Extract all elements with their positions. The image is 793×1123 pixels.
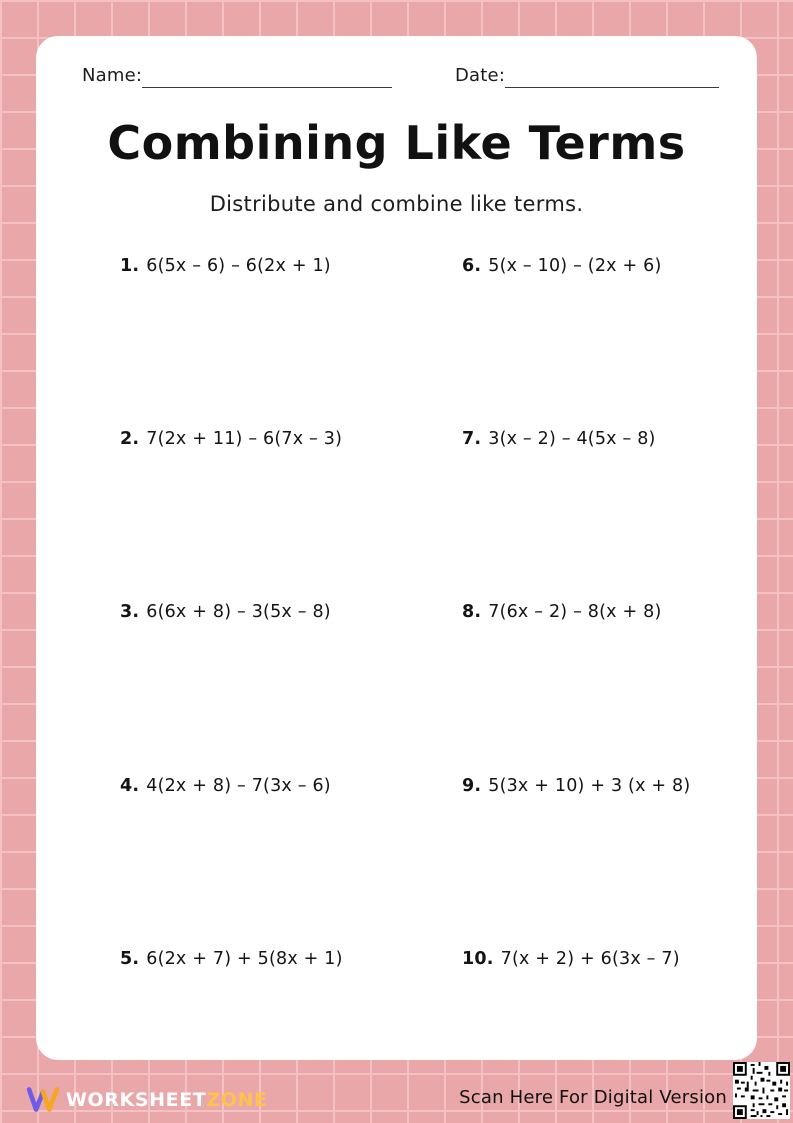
worksheetzone-w-icon: [26, 1086, 60, 1113]
date-field: [455, 64, 719, 88]
name-blank-line: [142, 64, 392, 88]
problem-8: [462, 602, 661, 622]
problem-expression: 5(3x + 10) + 3 (x + 8): [488, 776, 691, 796]
name-label: Name:: [82, 65, 143, 86]
problem-number: 2.: [120, 429, 140, 449]
problem-number: 5.: [120, 949, 140, 969]
problem-expression: 7(6x – 2) – 8(x + 8): [488, 602, 662, 622]
qr-code: [733, 1062, 790, 1119]
date-label: Date:: [455, 65, 506, 86]
scan-here-text: Scan Here For Digital Version: [459, 1087, 727, 1108]
problem-3: [120, 602, 331, 622]
problem-number: 6.: [462, 256, 482, 276]
problem-expression: 4(2x + 8) – 7(3x – 6): [146, 776, 331, 796]
name-field: [82, 64, 392, 88]
brand-worksheet: WORKSHEET: [66, 1088, 207, 1111]
problem-number: 10.: [462, 949, 494, 969]
page-instructions: Distribute and combine like terms.: [209, 192, 584, 216]
brand-zone: ZONE: [206, 1088, 268, 1111]
problem-9: [462, 776, 690, 796]
problem-number: 8.: [462, 602, 482, 622]
problem-4: [120, 776, 331, 796]
problem-7: [462, 429, 656, 449]
worksheetzone-logo: [26, 1086, 268, 1113]
date-blank-line: [505, 64, 719, 88]
problem-expression: 6(5x – 6) – 6(2x + 1): [146, 256, 331, 276]
problem-number: 3.: [120, 602, 140, 622]
problem-6: [462, 256, 661, 276]
problem-expression: 5(x – 10) – (2x + 6): [488, 256, 662, 276]
problem-expression: 7(2x + 11) – 6(7x – 3): [146, 429, 343, 449]
problem-number: 4.: [120, 776, 140, 796]
problem-expression: 7(x + 2) + 6(3x – 7): [500, 949, 680, 969]
problem-10: [462, 949, 680, 969]
problem-expression: 6(6x + 8) – 3(5x – 8): [146, 602, 331, 622]
worksheet-card: [36, 36, 757, 1060]
problem-2: [120, 429, 342, 449]
problem-expression: 3(x – 2) – 4(5x – 8): [488, 429, 656, 449]
page-title: Combining Like Terms: [107, 116, 686, 170]
problem-number: 1.: [120, 256, 140, 276]
problem-1: [120, 256, 331, 276]
problem-number: 9.: [462, 776, 482, 796]
problem-number: 7.: [462, 429, 482, 449]
problem-5: [120, 949, 343, 969]
problem-expression: 6(2x + 7) + 5(8x + 1): [146, 949, 343, 969]
brand-text: [66, 1089, 268, 1111]
